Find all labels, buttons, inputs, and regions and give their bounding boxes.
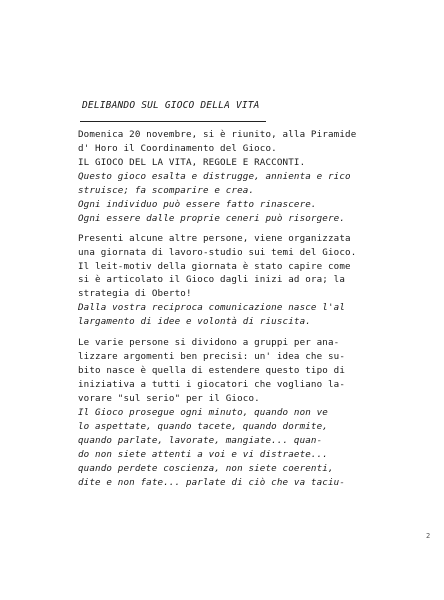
text-line: bito nasce è quella di estendere questo tipo di bbox=[78, 365, 346, 376]
text-line: Ogni individuo può essere fatto rinascere. bbox=[78, 199, 317, 210]
text-line: quando perdete coscienza, non siete coerenti, bbox=[78, 463, 334, 474]
document-title: DELIBANDO SUL GIOCO DELLA VITA bbox=[82, 100, 260, 111]
text-line: do non siete attenti a voi e vi distraete... bbox=[78, 449, 328, 460]
text-line: Dalla vostra reciproca comunicazione nasce l'al bbox=[78, 302, 346, 313]
text-line: d' Horo il Coordinamento del Gioco. bbox=[78, 143, 277, 154]
text-line: lizzare argomenti ben precisi: un' idea che su- bbox=[78, 351, 346, 362]
text-line: si è articolato il Gioco dagli inizi ad ora; la bbox=[78, 274, 346, 285]
text-line: una giornata di lavoro-studio sui temi del Gioco. bbox=[78, 247, 357, 258]
text-line: Ogni essere dalle proprie ceneri può risorgere. bbox=[78, 213, 346, 224]
text-line: strategia di Oberto! bbox=[78, 288, 192, 299]
text-line: Domenica 20 novembre, si è riunito, alla Piramide bbox=[78, 129, 357, 140]
text-line: IL GIOCO DEL LA VITA, REGOLE E RACCONTI. bbox=[78, 157, 306, 168]
text-line: Il Gioco prosegue ogni minuto, quando non ve bbox=[78, 407, 328, 418]
text-line: lo aspettate, quando tacete, quando dormite, bbox=[78, 421, 328, 432]
text-line: Presenti alcune altre persone, viene organizzata bbox=[78, 233, 351, 244]
text-line: quando parlate, lavorate, mangiate... quan- bbox=[78, 435, 323, 446]
text-line: Le varie persone si dividono a gruppi per ana- bbox=[78, 337, 340, 348]
text-line: dite e non fate... parlate di ciò che va taciu- bbox=[78, 477, 346, 488]
text-line: Questo gioco esalta e distrugge, annienta e rico bbox=[78, 171, 351, 182]
text-line: largamento di idee e volontà di riuscita. bbox=[78, 316, 311, 327]
margin-mark: 2 bbox=[426, 532, 431, 540]
text-line: iniziativa a tutti i giocatori che vogliano la- bbox=[78, 379, 346, 390]
text-line: vorare "sul serio" per il Gioco. bbox=[78, 393, 260, 404]
title-underline bbox=[80, 121, 266, 122]
text-line: Il leit-motiv della giornata è stato capire come bbox=[78, 261, 351, 272]
text-line: struisce; fa scomparire e crea. bbox=[78, 185, 255, 196]
